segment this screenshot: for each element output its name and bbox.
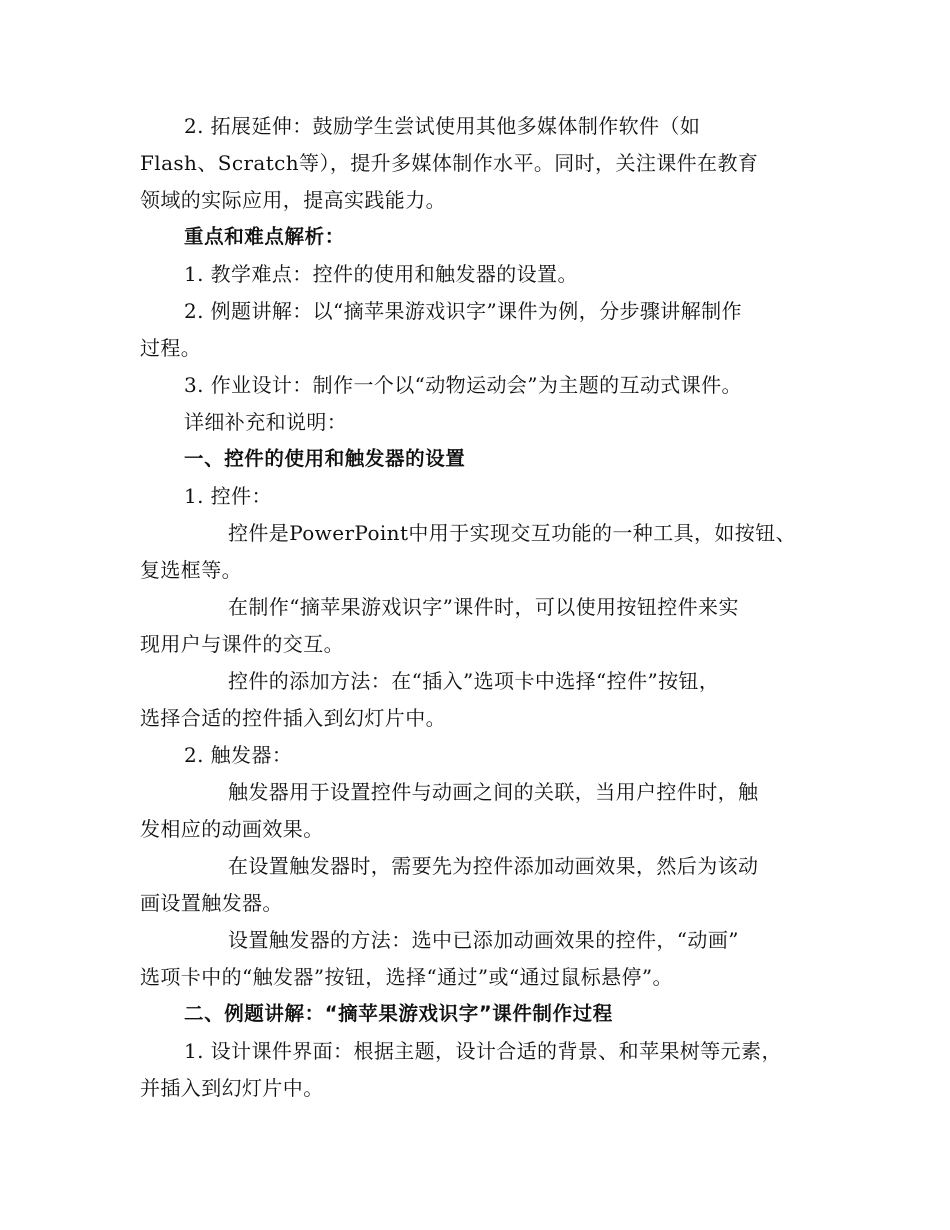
section-heading: 一、控件的使用和触发器的设置 — [184, 447, 466, 470]
paragraph-line: 在设置触发器时，需要先为控件添加动画效果，然后为该动 — [228, 854, 759, 878]
paragraph-line: 过程。 — [140, 336, 202, 360]
paragraph-line: 选择合适的控件插入到幻灯片中。 — [140, 706, 446, 730]
paragraph-line: 画设置触发器。 — [140, 891, 283, 915]
paragraph-line: 复选框等。 — [140, 558, 242, 582]
paragraph-line: 选项卡中的“触发器”按钮，选择“通过”或“通过鼠标悬停”。 — [140, 965, 673, 989]
paragraph-line: 设置触发器的方法：选中已添加动画效果的控件，“动画” — [228, 928, 739, 952]
paragraph-line: 触发器用于设置控件与动画之间的关联，当用户控件时，触 — [228, 780, 759, 804]
paragraph-line: 控件的添加方法：在“插入”选项卡中选择“控件”按钮， — [228, 669, 720, 693]
paragraph-line: 在制作“摘苹果游戏识字”课件时，可以使用按钮控件来实 — [228, 595, 739, 619]
paragraph-line: 控件是PowerPoint中用于实现交互功能的一种工具，如按钮、 — [228, 521, 797, 545]
paragraph-line: 发相应的动画效果。 — [140, 817, 324, 841]
paragraph-line: 1. 设计课件界面：根据主题，设计合适的背景、和苹果树等元素， — [184, 1039, 782, 1063]
section-heading: 二、例题讲解：“摘苹果游戏识字”课件制作过程 — [184, 1002, 613, 1025]
section-heading: 重点和难点解析： — [184, 225, 345, 248]
paragraph-line: 1. 教学难点：控件的使用和触发器的设置。 — [184, 262, 578, 286]
paragraph-line: 2. 触发器： — [184, 743, 293, 767]
paragraph-line: 3. 作业设计：制作一个以“动物运动会”为主题的互动式课件。 — [184, 373, 742, 397]
paragraph-line: 领域的实际应用，提高实践能力。 — [140, 188, 446, 212]
paragraph-line: Flash、Scratch等），提升多媒体制作水平。同时，关注课件在教育 — [140, 151, 759, 175]
paragraph-line: 详细补充和说明： — [184, 410, 348, 434]
paragraph-line: 并插入到幻灯片中。 — [140, 1076, 324, 1100]
paragraph-line: 1. 控件： — [184, 484, 272, 508]
paragraph-line: 2. 拓展延伸：鼓励学生尝试使用其他多媒体制作软件（如 — [184, 114, 701, 138]
paragraph-line: 现用户与课件的交互。 — [140, 632, 344, 656]
paragraph-line: 2. 例题讲解：以“摘苹果游戏识字”课件为例，分步骤讲解制作 — [184, 299, 742, 323]
